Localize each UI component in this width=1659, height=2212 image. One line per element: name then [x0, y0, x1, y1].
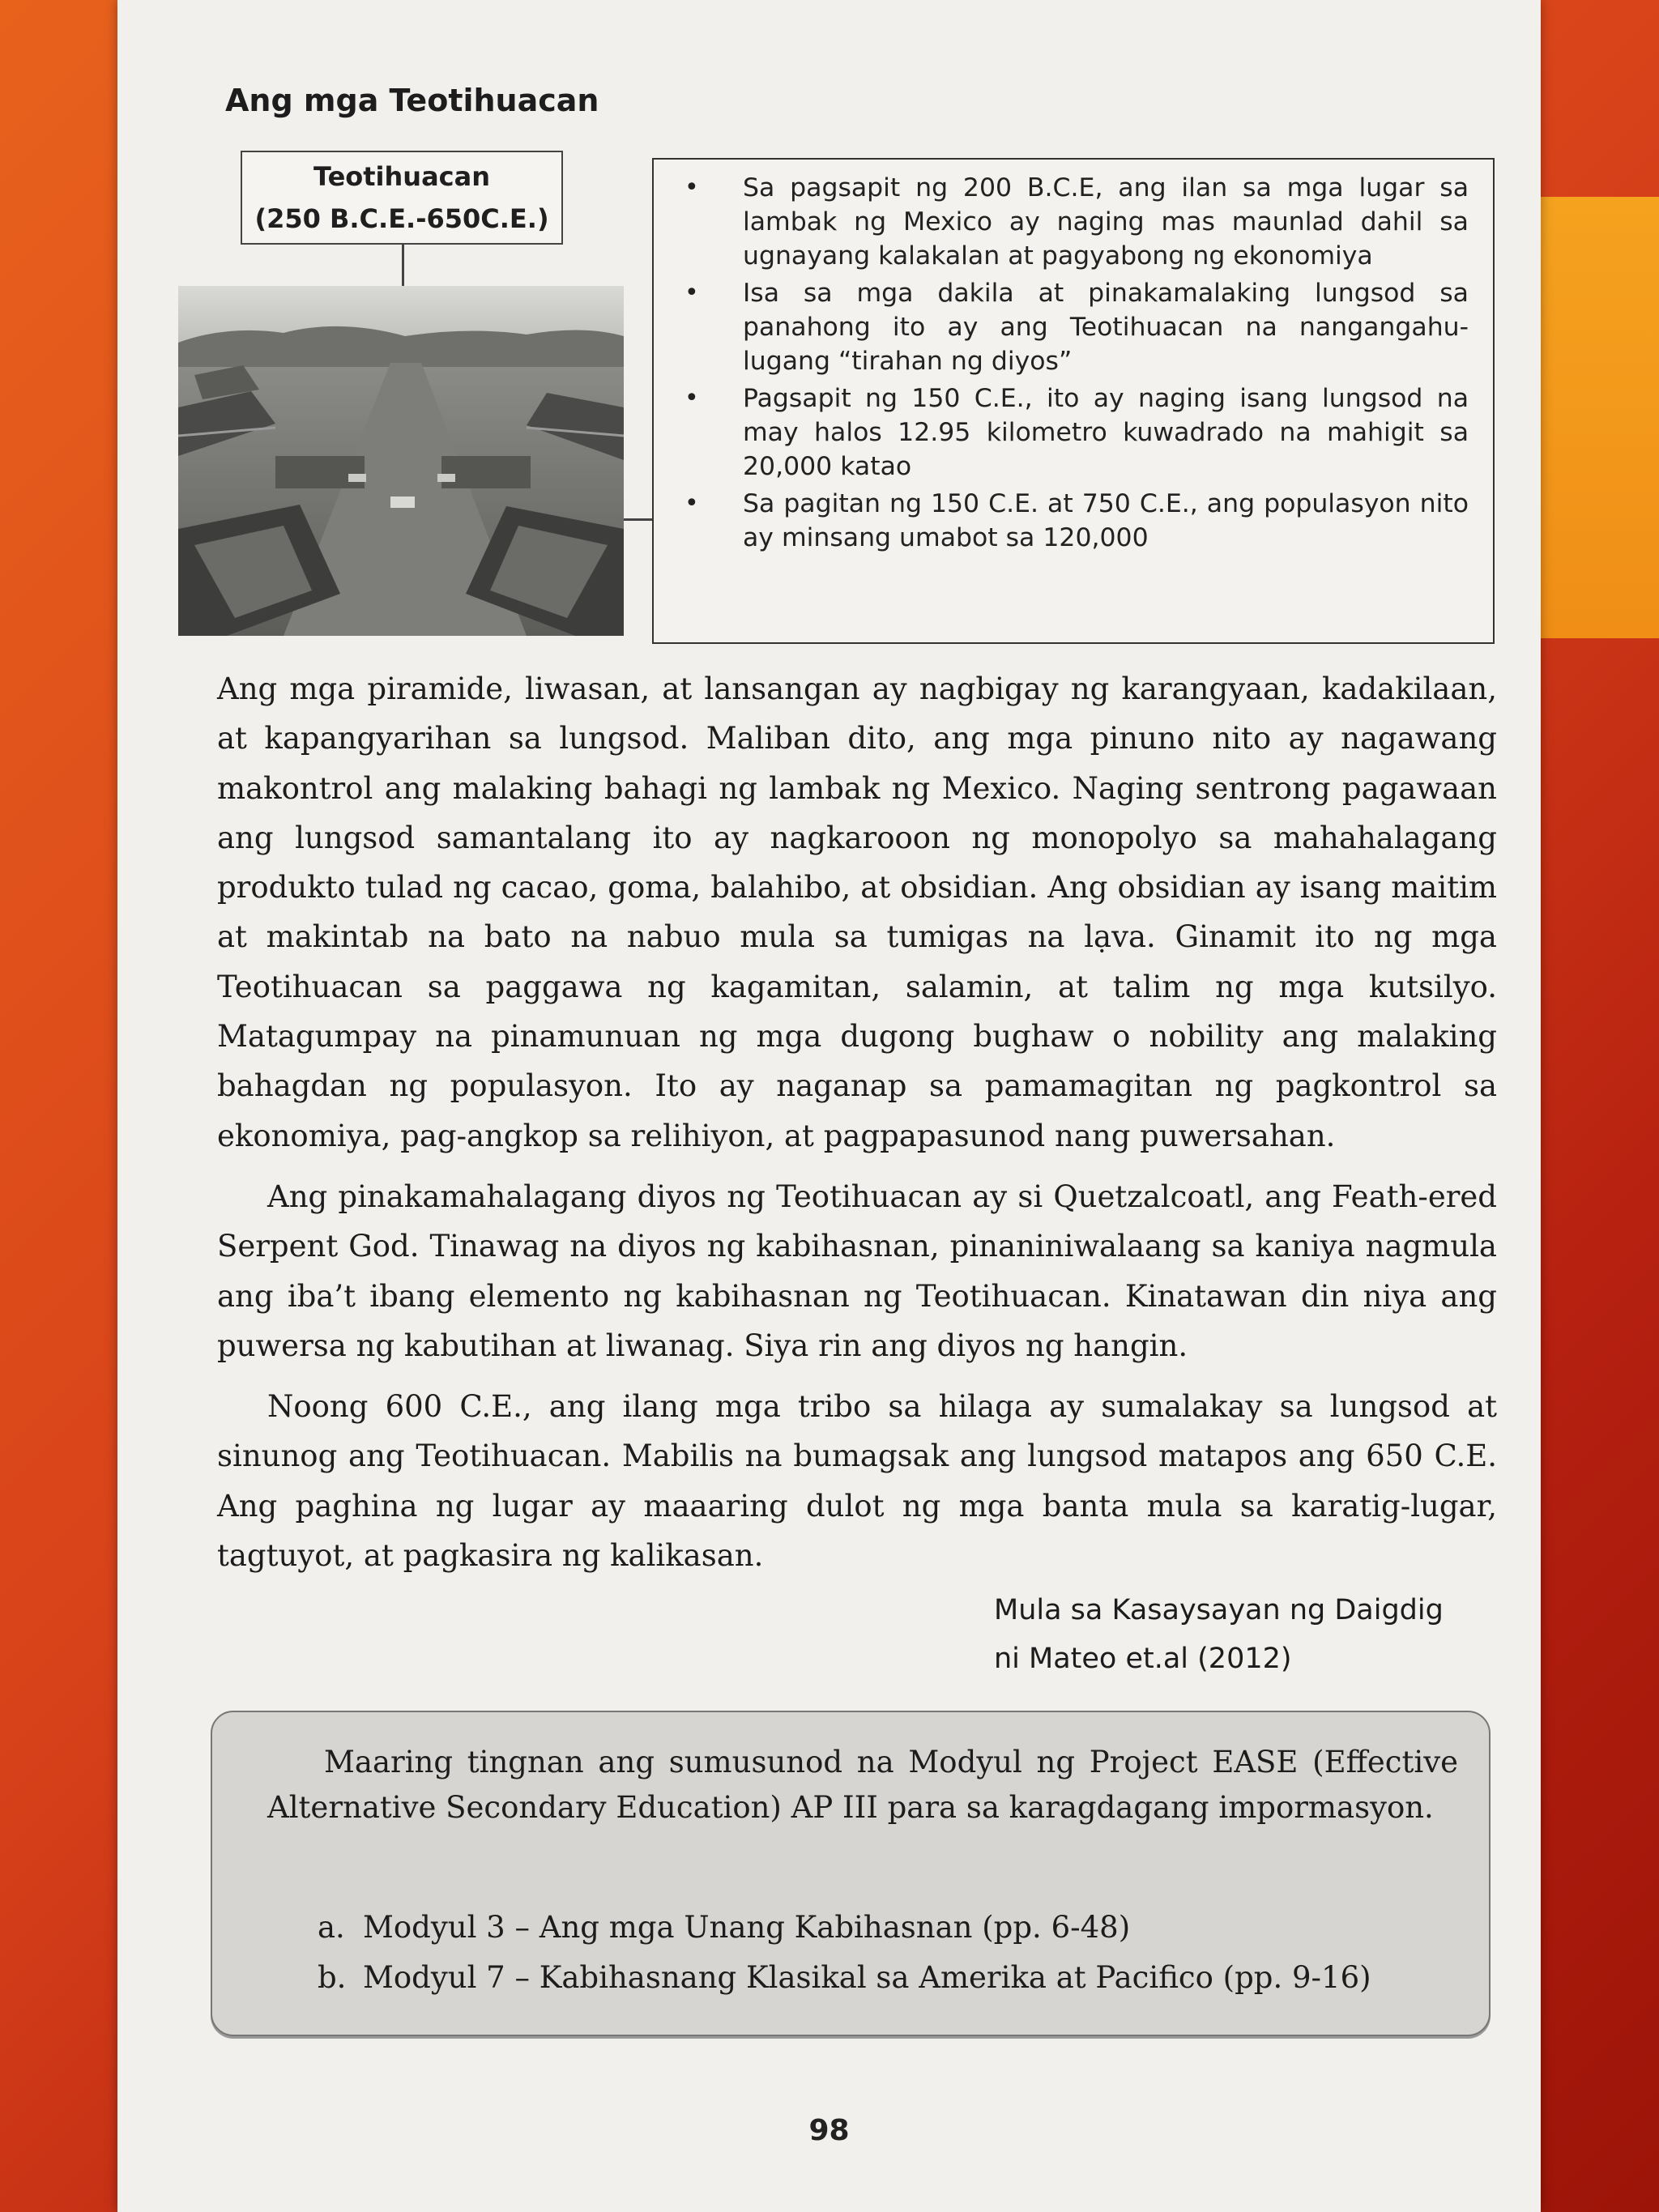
bullet-icon: • [684, 489, 699, 518]
bullet-icon: • [684, 384, 699, 412]
note-box [211, 1711, 1491, 2036]
source-citation [994, 1586, 1512, 1683]
label-name: Teotihuacan [313, 161, 491, 192]
teotihuacan-photo [178, 286, 624, 636]
teotihuacan-label-box [241, 151, 563, 245]
note-intro: Maaring tingnan ang sumusunod na Modyul ng Project EASE (Effective Alternative Secondary Education) AP III para sa karagdagang impormasyon. [267, 1745, 1458, 1825]
paragraph-1: Ang mga piramide, liwasan, at lansangan ay nagbigay ng karangyaan, kadakilaan, at kapangyarihan sa lungsod. Maliban dito, ang mga pinuno nito ay nagawang makontrol ang malaking bahagi ng lambak ng Mexico. Naging sentrong pagawaan ang lungsod samantalang ito ay nagkarooon ng monopolyo sa mahahalagang produkto tulad ng cacao, goma, balahibo, at obsidian. Ang obsidian ay isang maitim at makintab na bato na nabuo mula sa tumigas na lạva. Ginamit ito ng mga Teotihuacan sa paggawa ng kagamitan, salamin, at talim ng mga kutsilyo. Matagumpay na pinamunuan ng mga dugong bughaw o nobility ang malaking bahagdan ng populasyon. Ito ay naganap sa pamamagitan ng pagkontrol sa ekonomiya, pag-angkop sa relihiyon, at pagpapasunod nang puwersahan. [217, 671, 1497, 1153]
info-bullet: • Isa sa mga dakila at pinakamalaking lungsod sa panahong ito ay ang Teotihuacan na nangangahu-lugang “tirahan ng diyos” [684, 276, 1469, 378]
paragraph-2: Ang pinakamahalagang diyos ng Teotihuacan ay si Quetzalcoatl, ang Feath-ered Serpent God. Tinawag na diyos ng kabihasnan, pinaniniwalaang sa kaniya nagmula ang iba’t ibang elemento ng kabihasnan ng Teotihuacan. Kinatawan din niya ang puwersa ng kabutihan at liwanag. Siya rin ang diyos ng hangin. [217, 1178, 1497, 1363]
connector-line-horizontal [624, 518, 656, 521]
accent-tab [1541, 197, 1659, 638]
source-line-1: Mula sa Kasaysayan ng Daigdig [994, 1594, 1444, 1626]
bullet-icon: • [684, 173, 699, 202]
body-text [217, 664, 1497, 1580]
module-reference-list [318, 1903, 1468, 2003]
module-reference: b. Modyul 7 – Kabihasnang Klasikal sa Amerika at Pacifico (pp. 9-16) [318, 1960, 1371, 1995]
info-bullet: • Sa pagitan ng 150 C.E. at 750 C.E., ang populasyon nito ay minsang umabot sa 120,000 [684, 487, 1469, 555]
module-reference: a. Modyul 3 – Ang mga Unang Kabihasnan (pp. 6-48) [318, 1910, 1131, 1945]
avenue-of-the-dead-image [178, 286, 624, 636]
connector-line [402, 245, 404, 287]
info-box [652, 158, 1495, 644]
textbook-page [117, 0, 1541, 2212]
label-period: (250 B.C.E.-650C.E.) [254, 203, 549, 234]
info-bullet: • Pagsapit ng 150 C.E., ito ay naging isang lungsod na may halos 12.95 kilometro kuwadrado na mahigit sa 20,000 katao [684, 381, 1469, 484]
info-bullet: • Sa pagsapit ng 200 B.C.E, ang ilan sa mga lugar sa lambak ng Mexico ay naging mas maunlad dahil sa ugnayang kalakalan at pagyabong ng ekonomiya [684, 171, 1469, 273]
section-title: Ang mga Teotihuacan [225, 83, 599, 118]
page-number: 98 [808, 2114, 850, 2147]
source-line-2: ni Mateo et.al (2012) [994, 1643, 1292, 1675]
bullet-icon: • [684, 279, 699, 307]
paragraph-3: Noong 600 C.E., ang ilang mga tribo sa hilaga ay sumalakay sa lungsod at sinunog ang Teotihuacan. Mabilis na bumagsak ang lungsod matapos ang 650 C.E. Ang paghina ng lugar ay maaaring dulot ng mga banta mula sa karatig-lugar, tagtuyot, at pagkasira ng kalikasan. [217, 1389, 1497, 1574]
